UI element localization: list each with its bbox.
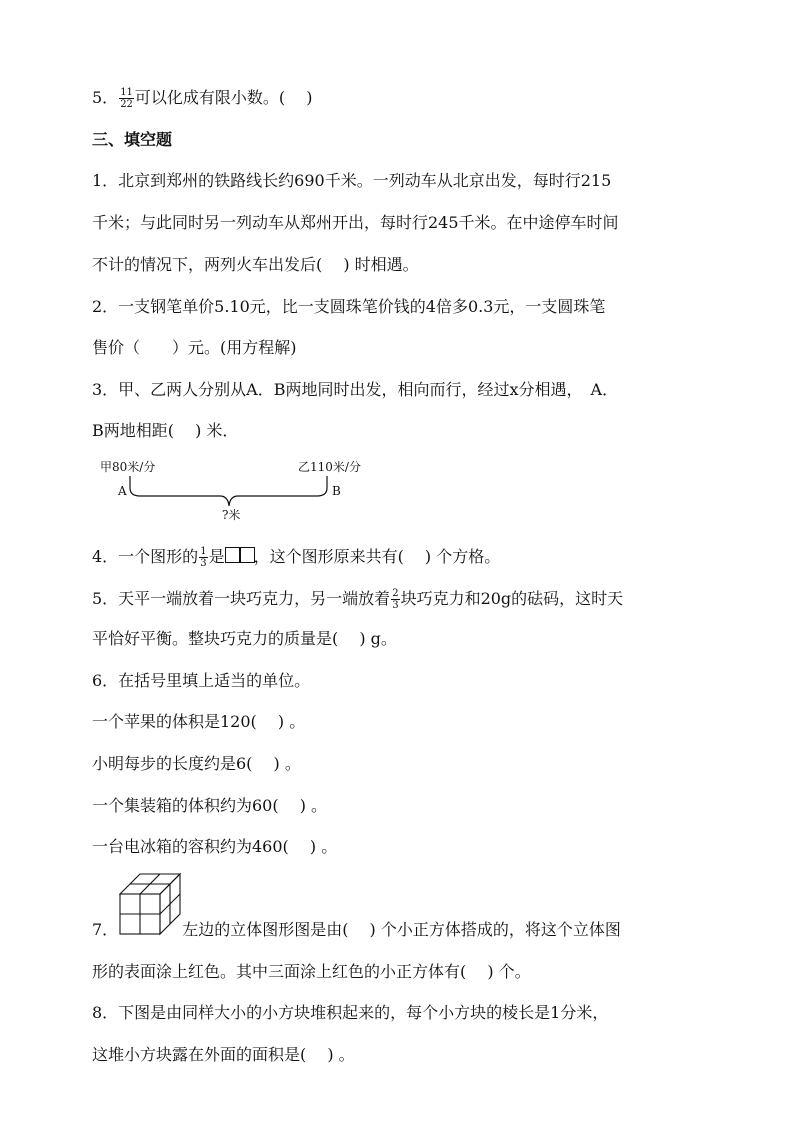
q2-line-2: 售价（ ）元。(用方程解) <box>92 338 297 357</box>
q-text: 左边的立体图形图是由( ) 个小正方体搭成的，将这个立体图 <box>182 920 621 939</box>
q6-line-3: 小明每步的长度约是6( ) 。 <box>92 754 301 773</box>
q5-line-2: 平恰好平衡。整块巧克力的质量是( ) g。 <box>92 629 397 648</box>
q7-line-2: 形的表面涂上红色。其中三面涂上红色的小正方体有( ) 个。 <box>92 962 531 981</box>
q-text: 可以化成有限小数。( ) <box>134 88 313 107</box>
two-squares-figure <box>225 547 254 568</box>
fraction-numerator: 11 <box>120 87 133 98</box>
q-text: 4．一个图形的 <box>92 547 199 566</box>
q-text: 5． <box>92 88 119 107</box>
label-distance: ?米 <box>222 508 241 522</box>
q6-line-5: 一台电冰箱的容积约为460( ) 。 <box>92 837 338 856</box>
q1-line-2: 千米；与此同时另一列动车从郑州开出，每时行245千米。在中途停车时间 <box>92 213 619 232</box>
q1-line-1: 1．北京到郑州的铁路线长约690千米。一列动车从北京出发，每时行215 <box>92 171 612 190</box>
label-b: B <box>332 484 341 498</box>
fraction-numerator: 1 <box>200 546 207 557</box>
fraction <box>119 87 134 110</box>
q3-line-1: 3．甲、乙两人分别从A．B两地同时出发，相向而行，经过x分相遇， A． <box>92 380 619 399</box>
q6-line-1: 6．在括号里填上适当的单位。 <box>92 671 311 690</box>
fraction <box>391 588 399 611</box>
fraction <box>199 546 207 569</box>
fraction-denominator: 3 <box>392 600 399 611</box>
q-text: 块巧克力和20g的砝码，这时天 <box>400 589 624 608</box>
q1-line-3: 不计的情况下，两列火车出发后( ) 时相遇。 <box>92 255 419 274</box>
q6-line-2: 一个苹果的体积是120( ) 。 <box>92 712 306 731</box>
q8-line-2: 这堆小方块露在外面的面积是( ) 。 <box>92 1045 355 1064</box>
q2-line-1: 2．一支钢笔单价5.10元，比一支圆珠笔价钱的4倍多0.3元，一支圆珠笔 <box>92 297 606 316</box>
q-text: 是 <box>208 547 225 566</box>
label-jia: 甲80米/分 <box>100 460 156 474</box>
q6-line-4: 一个集装箱的体积约为60( ) 。 <box>92 796 328 815</box>
meeting-diagram <box>92 458 382 528</box>
brace-segment <box>128 472 332 510</box>
q-number: 7． <box>92 920 119 939</box>
q8-line-1: 8．下图是由同样大小的小方块堆积起来的，每个小方块的棱长是1分米， <box>92 1003 609 1022</box>
q-text: ，这个图形原来共有( ) 个方格。 <box>253 547 501 566</box>
q3-line-2: B两地相距( ) 米． <box>92 421 239 440</box>
q-text: 5．天平一端放着一块巧克力，另一端放着 <box>92 589 391 608</box>
q7-line-1 <box>92 920 621 940</box>
fraction-denominator: 3 <box>200 558 207 569</box>
fraction-denominator: 22 <box>120 99 133 110</box>
q4-line <box>92 546 500 569</box>
section-title: 三、填空题 <box>92 130 173 149</box>
label-yi: 乙110米/分 <box>298 460 361 474</box>
q5-line-1 <box>92 588 623 611</box>
fraction-numerator: 2 <box>392 588 399 599</box>
prev-question-5 <box>92 87 313 110</box>
label-a: A <box>118 484 127 498</box>
